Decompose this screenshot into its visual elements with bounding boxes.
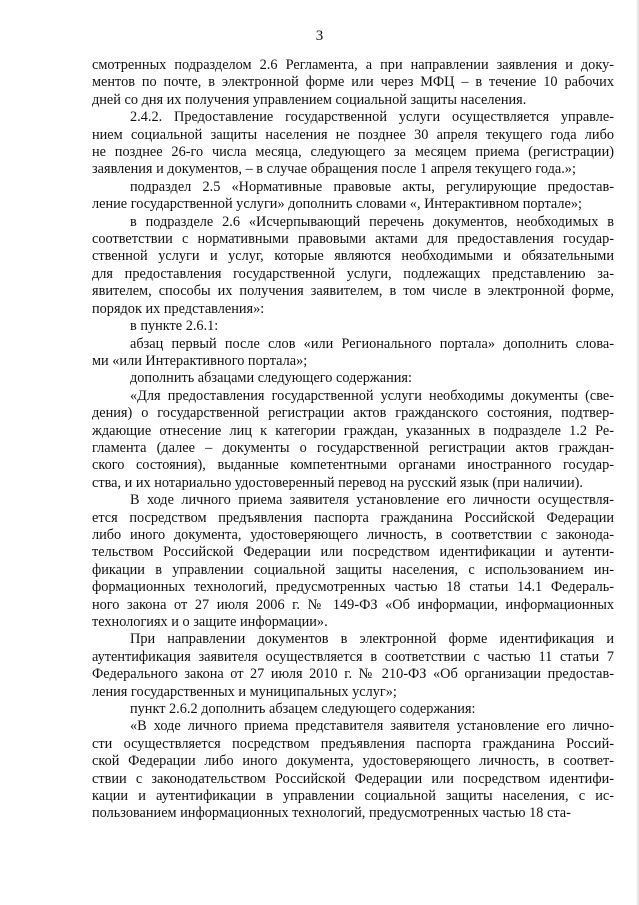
text-line: заявления и документов, – в случае обращения после 1 апреля текущего года.»;	[92, 161, 576, 178]
text-line: порядок их представления»:	[92, 300, 265, 317]
page-number: 3	[315, 28, 324, 44]
paragraph	[92, 179, 614, 214]
paragraph	[92, 214, 614, 318]
paragraph	[92, 370, 614, 387]
text-line: гламента (далее – документы о государственной регистрации актов граждан-	[92, 439, 614, 456]
text-line: аутентификация заявителя осуществляется в соответствии с частью 11 статьи 7	[92, 648, 614, 665]
text-line: кации и аутентификации в управлении социальной защиты населения, с ис-	[92, 788, 614, 805]
text-line: ствии с законодательством Российской Федерации или посредством идентифи-	[92, 770, 614, 787]
text-line: «Для предоставления государственной услуги необходимы документы (све-	[130, 387, 614, 404]
paragraph	[92, 336, 614, 371]
text-line: соответствии с нормативными правовыми актами для предоставления государ-	[92, 231, 614, 248]
paragraph	[92, 631, 614, 701]
text-line: явителем, способы их получения заявителем, в том числе в электронной форме,	[92, 283, 614, 300]
text-line: в подразделе 2.6 «Исчерпывающий перечень документов, необходимых в	[130, 213, 614, 230]
paragraph	[92, 701, 614, 718]
text-line: в пункте 2.6.1:	[130, 318, 219, 335]
paragraph	[92, 492, 614, 631]
text-line: В ходе личного приема заявителя установление его личности осуществля-	[130, 492, 614, 509]
paragraph	[92, 109, 614, 179]
text-line: технологиях и о защите информации».	[92, 614, 328, 630]
text-line: фикации в управлении социальной защиты населения, с использованием ин-	[92, 561, 614, 578]
text-line: дения) о государственной регистрации актов гражданского состояния, подтвер-	[92, 405, 614, 422]
text-line: ждающие отнесение лиц к категории граждан, указанных в подразделе 1.2 Ре-	[92, 422, 614, 439]
text-line: ментов по почте, в электронной форме или через МФЦ – в течение 10 рабочих	[92, 74, 614, 91]
text-line: абзац первый после слов «или Регионального портала» дополнить слова-	[130, 335, 614, 352]
text-line: ского состояния), выданные компетентными органами иностранного государ-	[92, 457, 614, 474]
text-line: пользованием информационных технологий, предусмотренных частью 18 ста-	[92, 805, 571, 822]
text-line: ской Федерации либо иного документа, удостоверяющего личность, в соответ-	[92, 753, 614, 770]
text-line: ного закона от 27 июля 2006 г. № 149-ФЗ «Об информации, информационных	[92, 596, 614, 613]
text-line: 2.4.2. Предоставление государственной услуги осуществляется управле-	[130, 109, 614, 126]
text-line: ственной услуги и услуг, которые являются необходимыми и обязательными	[92, 248, 614, 265]
text-line: ми «или Интерактивного портала»;	[92, 352, 308, 369]
text-line: ется посредством предъявления паспорта гражданина Российской Федерации	[92, 509, 614, 526]
text-line: тельством Российской Федерации или посредством идентификации и аутенти-	[92, 544, 614, 561]
text-line: дней со дня их получения управлением социальной защиты населения.	[92, 91, 527, 108]
text-line: Федерального закона от 27 июля 2010 г. № 210-ФЗ «Об организации предостав-	[92, 666, 614, 683]
text-line: нием социальной защиты населения не позднее 30 апреля текущего года либо	[92, 126, 614, 143]
text-line: не позднее 26-го числа месяца, следующего за месяцем приема (регистрации)	[92, 144, 614, 161]
text-line: «В ходе личного приема представителя заявителя установление его лично-	[130, 718, 614, 735]
text-line: сти осуществляется посредством предъявления паспорта гражданина Россий-	[92, 735, 614, 752]
text-line: для предоставления государственной услуги, подлежащих представлению за-	[92, 265, 614, 282]
text-line: ления государственных и муниципальных услуг»;	[92, 683, 397, 700]
text-line: смотренных подразделом 2.6 Регламента, а при направлении заявления и доку-	[92, 57, 614, 73]
paragraph	[92, 318, 614, 335]
document-body	[92, 57, 614, 823]
text-line: ление государственной услуги» дополнить словами «, Интерактивном портале»;	[92, 196, 582, 213]
paragraph	[92, 388, 614, 492]
paragraph	[92, 57, 614, 109]
text-line: либо иного документа, удостоверяющего личность, в соответствии с законода-	[92, 526, 614, 543]
text-line: При направлении документов в электронной форме идентификация и	[130, 631, 614, 648]
text-line: дополнить абзацами следующего содержания:	[130, 370, 412, 387]
text-line: пункт 2.6.2 дополнить абзацем следующего содержания:	[130, 701, 476, 718]
paragraph	[92, 718, 614, 822]
text-line: подраздел 2.5 «Нормативные правовые акты, регулирующие предостав-	[130, 178, 614, 195]
text-line: ства, и их нотариально удостоверенный перевод на русский язык (при наличии).	[92, 474, 583, 491]
text-line: формационных технологий, предусмотренных частью 18 статьи 14.1 Федераль-	[92, 579, 614, 596]
